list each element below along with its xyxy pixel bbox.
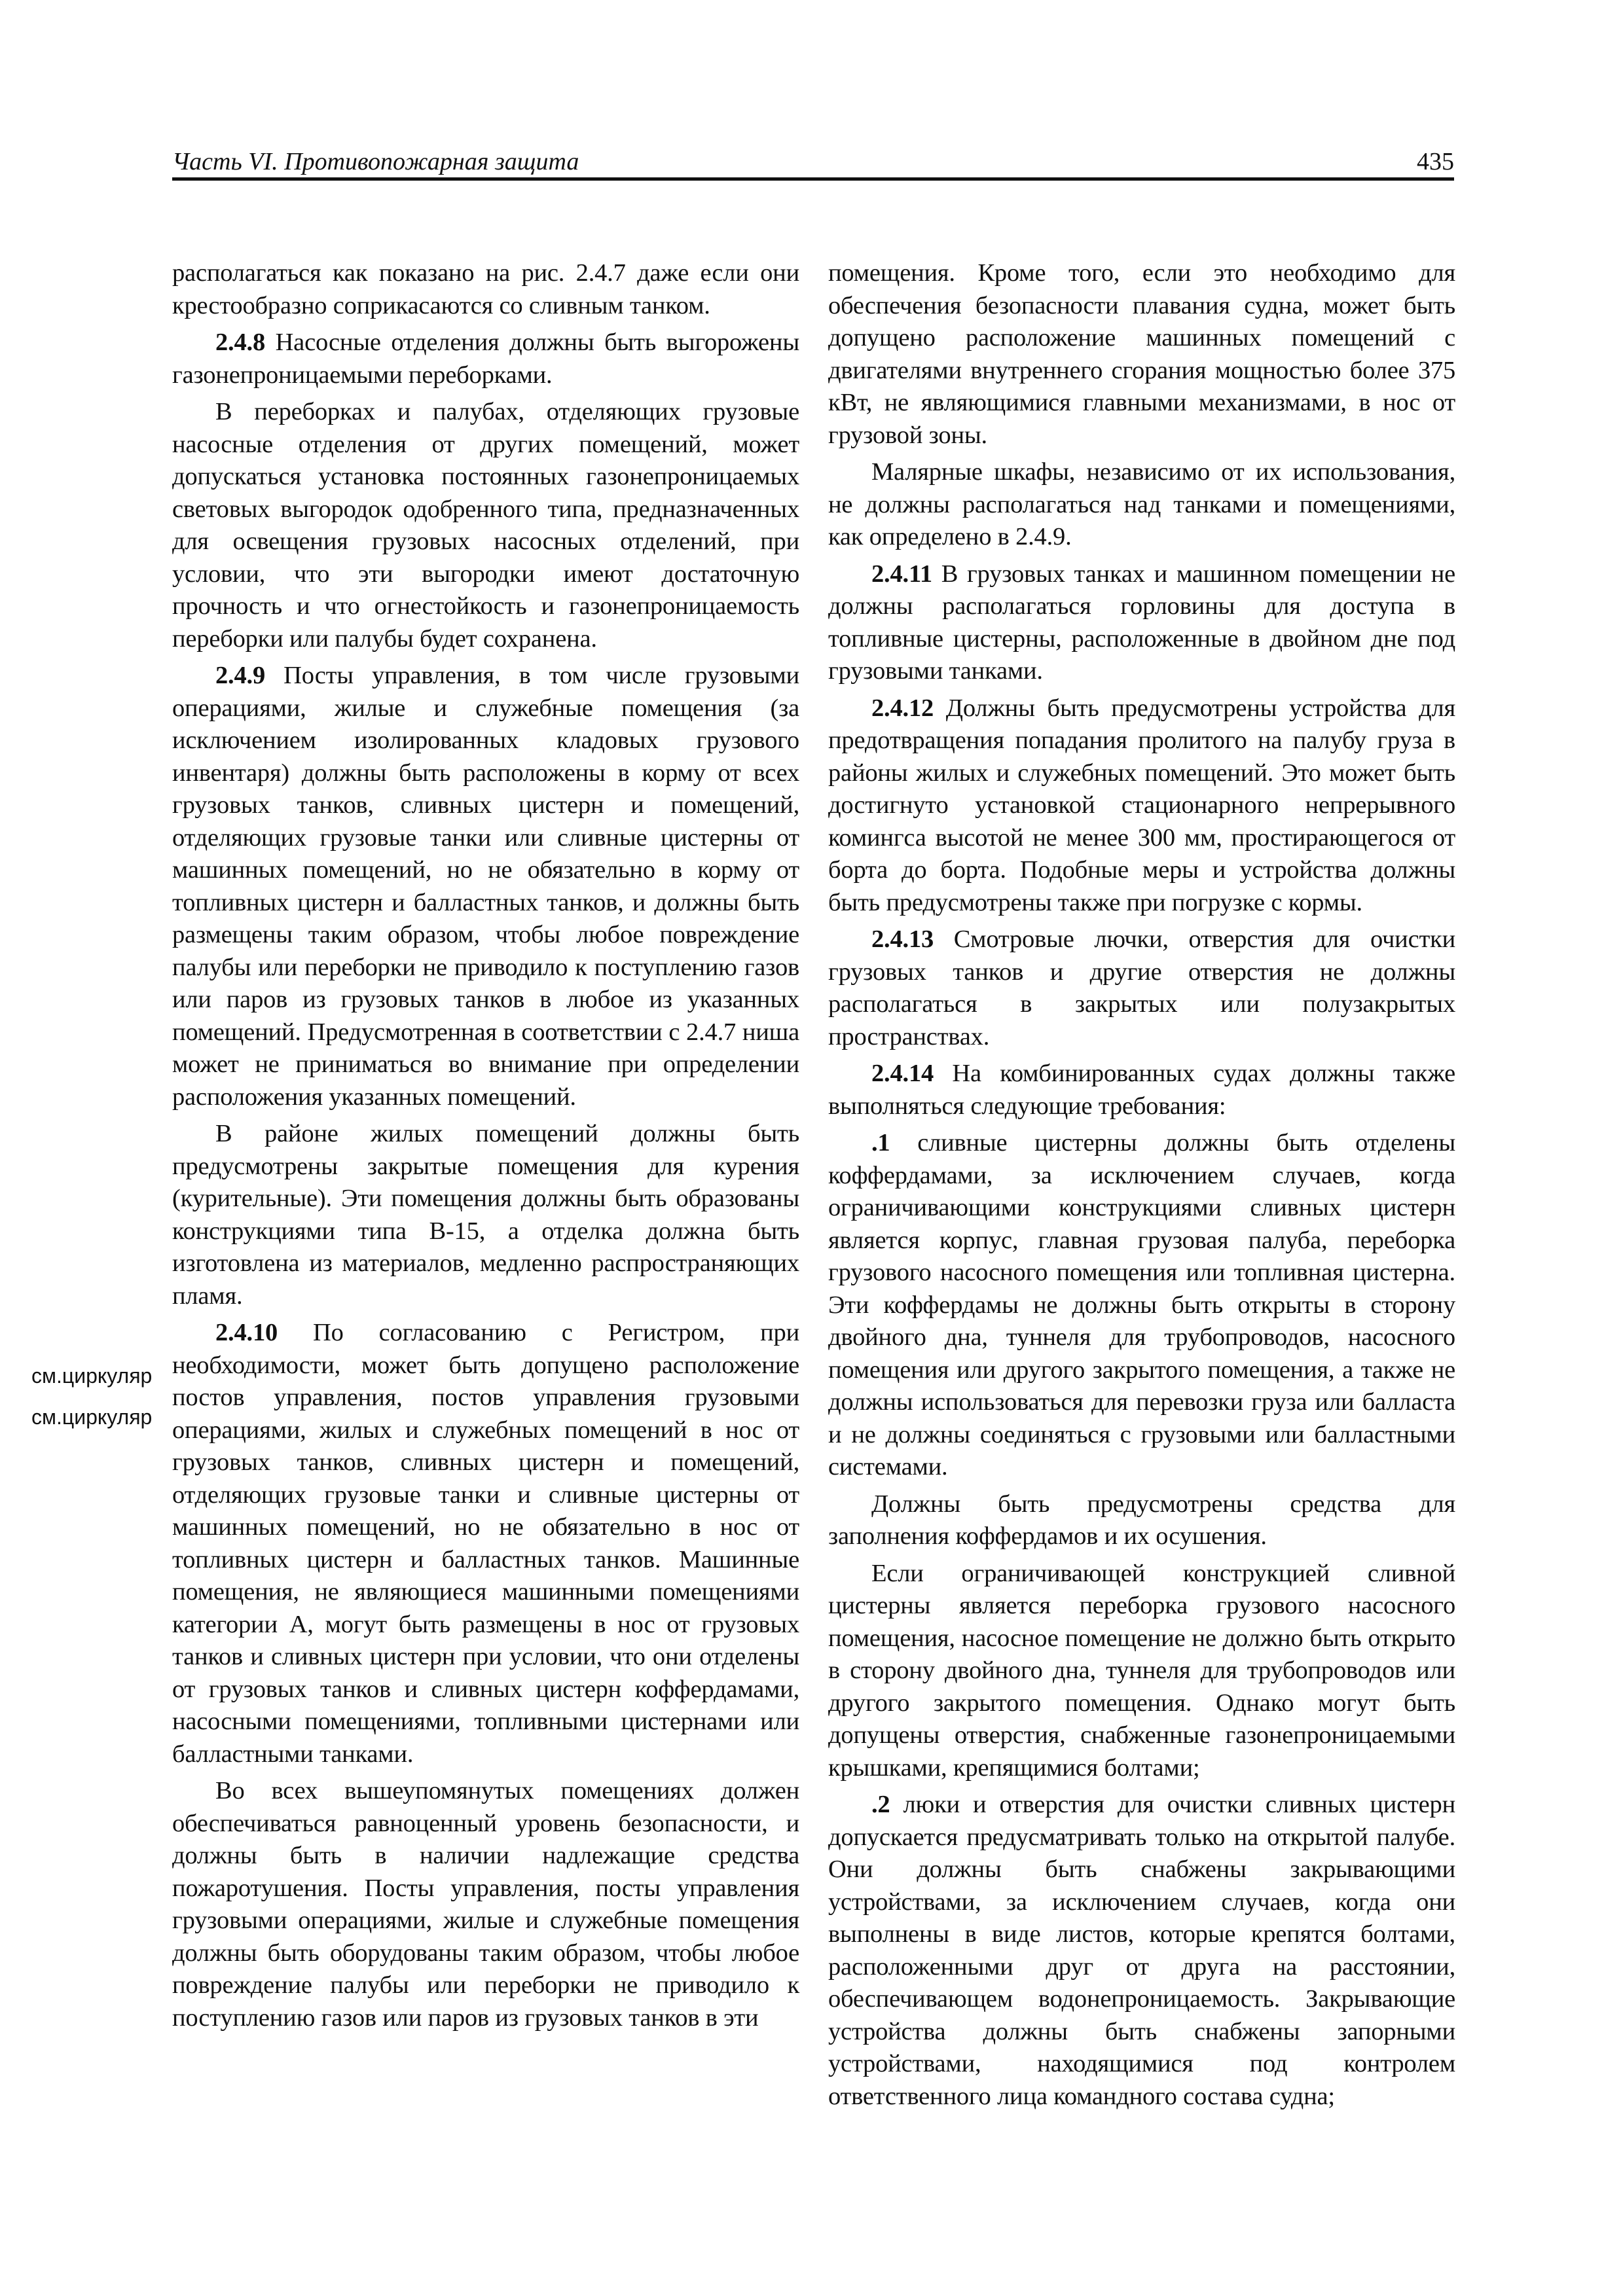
- item-number: .1: [871, 1129, 890, 1157]
- clause-number: 2.4.11: [871, 560, 932, 588]
- list-item-1: [828, 1127, 1455, 1484]
- paragraph-2-4-10: [172, 1317, 799, 1770]
- paragraph-2-4-12: [828, 692, 1455, 920]
- clause-number: 2.4.14: [871, 1060, 934, 1087]
- clause-text: В грузовых танках и машинном помещении не должны располагаться горловины для доступа в топливные цистерны, расположенные в двойном дне под грузовыми танками.: [828, 560, 1455, 685]
- clause-text: Посты управления, в том числе грузовыми операциями, жилые и служебные помещения (за исключением изолированных кладовых грузового инвентаря) должны быть расположены в корму от всех грузовых танков, сливных цистерн и помещений, отделяющих грузовые танки или сливные цистерны от машинных помещений, но не обязательно в корму от топливных цистерн и балластных танков, и должны быть размещены таким образом, чтобы любое повреждение палубы или переборки не приводило к поступлению газов или паров из грузовых танков в любое из указанных помещений. Предусмотренная в соответствии с 2.4.7 ниша может не приниматься во внимание при определении расположения указанных помещений.: [172, 662, 799, 1111]
- paragraph: Во всех вышеупомянутых помещениях должен обеспечиваться равноценный уровень безопасности, и должны быть в наличии надлежащие средства пожаротушения. Посты управления, посты управления грузовыми операциями, жилые и служебные помещения должны быть оборудованы таким образом, чтобы любое повреждение палубы или переборки не приводило к поступлению газов или паров из грузовых танков в эти: [172, 1777, 799, 2032]
- paragraph: В переборках и палубах, отделяющих грузовые насосные отделения от других помещений, может допускаться установка постоянных газонепроницаемых световых выгородок одобренного типа, предназначенных для освещения грузовых насосных отделений, при условии, что эти выгородки имеют достаточную прочность и что огнестойкость и газонепроницаемость переборки или палубы будет сохранена.: [172, 398, 799, 653]
- paragraph: помещения. Кроме того, если это необходимо для обеспечения безопасности плавания судна, может быть допущено расположение машинных помещений с двигателями внутреннего сгорания мощностью более 375 кВт, не являющимися главными механизмами, в нос от грузовой зоны.: [828, 259, 1455, 449]
- list-item-2: [828, 1789, 1455, 2113]
- header-rule: [172, 177, 1454, 181]
- paragraph-2-4-9: [172, 660, 799, 1113]
- margin-note-circular: см.циркуляр: [31, 1364, 153, 1388]
- item-text: сливные цистерны должны быть отделены коффердамами, за исключением случаев, когда ограничивающими конструкциями сливных цистерн является корпус, главная грузовая палуба, переборка грузового насосного помещения или топливная цистерна. Эти коффердамы не должны быть открыты в сторону двойного дна, туннеля для трубопроводов, насосного помещения или другого закрытого помещения, а также не должны использоваться для перевозки груза или балласта и не должны соединяться с грузовыми или балластными системами.: [828, 1129, 1455, 1480]
- paragraph: располагаться как показано на рис. 2.4.7 даже если они крестообразно соприкасаются со сливным танком.: [172, 259, 799, 319]
- paragraph-2-4-11: [828, 558, 1455, 688]
- page-number: 435: [1417, 148, 1454, 175]
- clause-number: 2.4.13: [871, 925, 934, 953]
- paragraph-2-4-14: [828, 1058, 1455, 1122]
- clause-number: 2.4.8: [215, 329, 266, 356]
- clause-number: 2.4.12: [871, 694, 934, 722]
- right-column: [828, 257, 1455, 2117]
- margin-note-circular: см.циркуляр: [31, 1405, 153, 1429]
- clause-text: Насосные отделения должны быть выгорожены газонепроницаемыми переборками.: [172, 329, 799, 389]
- paragraph-2-4-13: [828, 924, 1455, 1053]
- item-number: .2: [871, 1791, 890, 1818]
- paragraph-2-4-8: [172, 327, 799, 391]
- paragraph: Если ограничивающей конструкцией сливной цистерны является переборка грузового насосного помещения, насосное помещение не должно быть открыто в сторону двойного дна, туннеля для трубопроводов или другого закрытого помещения. Однако могут быть допущены отверстия, снабженные газонепроницаемыми крышками, крепящимися болтами;: [828, 1559, 1455, 1782]
- clause-text: Должны быть предусмотрены устройства для предотвращения попадания пролитого на палубу груза в районы жилых и служебных помещений. Это может быть достигнуто установкой стационарного непрерывного комингса высотой не менее 300 мм, простирающегося от борта до борта. Подобные меры и устройства должны быть предусмотрены также при погрузке с кормы.: [828, 694, 1455, 916]
- clause-number: 2.4.10: [215, 1319, 278, 1346]
- page-header: [172, 145, 1454, 178]
- paragraph: Должны быть предусмотрены средства для заполнения коффердамов и их осушения.: [828, 1490, 1455, 1550]
- clause-text: По согласованию с Регистром, при необходимости, может быть допущено расположение постов управления, постов управления грузовыми операциями, жилых и служебных помещений в нос от грузовых танков, сливных цистерн и помещений, отделяющих грузовые танки и сливные цистерны от машинных помещений, но не обязательно в нос от топливных цистерн и балластных танков. Машинные помещения, не являющиеся машинными помещениями категории А, могут быть размещены в нос от грузовых танков и сливных цистерн при условии, что они отделены от грузовых танков и сливных цистерн коффердамами, насосными помещениями, топливными цистернами или балластными танками.: [172, 1319, 799, 1768]
- clause-text: На комбинированных судах должны также выполняться следующие требования:: [828, 1060, 1455, 1120]
- paragraph: В районе жилых помещений должны быть предусмотрены закрытые помещения для курения (курительные). Эти помещения должны быть образованы конструкциями типа В-15, а отделка должна быть изготовлена из материалов, медленно распространяющих пламя.: [172, 1120, 799, 1310]
- paragraph: Малярные шкафы, независимо от их использования, не должны располагаться над танками и помещениями, как определено в 2.4.9.: [828, 458, 1455, 550]
- part-title: Часть VI. Противопожарная защита: [172, 148, 579, 175]
- left-column: [172, 257, 799, 2039]
- item-text: люки и отверстия для очистки сливных цистерн допускается предусматривать только на открытой палубе. Они должны быть снабжены закрывающими устройствами, за исключением случаев, когда они выполнены в виде листов, которые крепятся болтами, расположенными друг от друга на расстоянии, обеспечивающем водонепроницаемость. Закрывающие устройства должны быть снабжены запорными устройствами, находящимися под контролем ответственного лица командного состава судна;: [828, 1791, 1455, 2110]
- clause-text: Смотровые лючки, отверстия для очистки грузовых танков и другие отверстия не должны располагаться в закрытых или полузакрытых пространствах.: [828, 925, 1455, 1050]
- clause-number: 2.4.9: [215, 662, 266, 689]
